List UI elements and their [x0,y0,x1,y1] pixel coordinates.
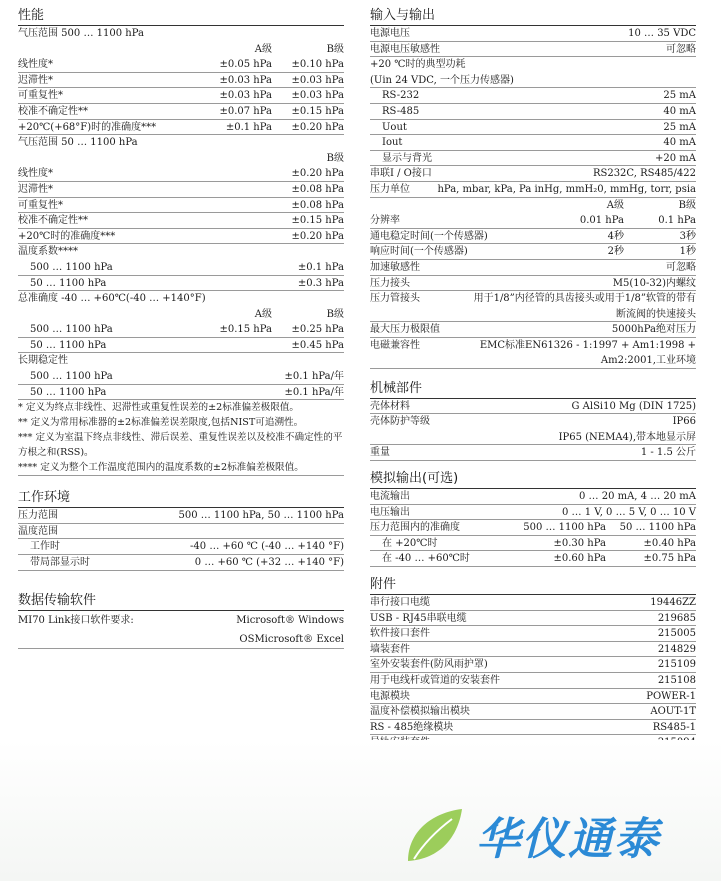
row-label: 压力单位 [370,183,410,195]
row-label: 可重复性* [18,90,63,102]
table-row [18,260,344,276]
section-title-software: 数据传输软件 [18,593,344,611]
table-row [370,182,696,198]
section-title-performance: 性能 [18,8,344,26]
class-header-2: B级 [326,152,344,164]
accessories-table [370,595,696,751]
table-row [18,555,344,571]
table-row [18,322,344,338]
row-label: 用于电线杆或管道的安装套件 [370,675,500,686]
row-label: 压力范围内的准确度 [370,522,460,534]
footnotes [18,400,344,476]
row-label: 软件接口套件 [370,628,430,640]
class-header-3: A级 B级 [254,308,344,320]
table-row [370,57,696,73]
row-value: 40 mA [663,137,696,149]
row-value: G AlSi10 Mg (DIN 1725) [571,400,696,412]
row-label: 500 … 1100 hPa [30,261,113,273]
table-row [370,135,696,151]
row-label: 500 … 1100 hPa [30,324,113,336]
row-label: 串行接口电缆 [370,597,430,609]
table-row [370,399,696,415]
table-row [370,73,696,89]
row-value: 214829 [657,643,696,655]
row-value: 40 mA [663,105,696,117]
io-section [370,8,696,369]
row-label: 迟滞性* [18,183,53,195]
row-value: -40 … +60 ℃ (-40 … +140 °F) [190,541,344,553]
table-row [18,539,344,555]
total-accuracy-heading: 总准确度 -40 … +60℃(-40 … +140°F) [18,293,206,305]
row-label: 电流输出 [370,491,410,503]
longterm-table [18,369,344,400]
row-label: 在 -40 … +60℃时 [382,553,470,565]
row-label: 串联I / O接口 [370,168,432,180]
table-row [370,42,696,58]
row-value: 215109 [657,659,696,671]
table-row [370,505,696,521]
row-label: (Uin 24 VDC, 一个压力传感器) [370,74,514,86]
row-label: 线性度* [18,168,53,180]
table-row [370,229,696,245]
io-table [370,26,696,198]
class-b-value: ±0.20 hPa [291,168,344,180]
table-row [18,198,344,214]
performance-section [18,8,344,476]
class-b-value: ±0.20 hPa [291,121,344,133]
table-row [18,73,344,89]
row-label: 壳体防护等级 [370,416,430,428]
class-a-value: ±0.07 hPa [219,105,272,117]
software-section [18,593,344,649]
class-b-value: ±0.1 hPa/年 [284,371,344,383]
analog-section [370,471,696,567]
table-row [370,673,696,689]
row-label: RS - 485绝缘模块 [370,721,454,733]
section-title-environment: 工作环境 [18,490,344,508]
row-label: USB - RJ45串联电缆 [370,612,467,624]
row-label: 壳体材料 [370,400,410,412]
table-row [370,151,696,167]
table-row [18,276,344,292]
section-title-accessories: 附件 [370,577,696,595]
row-label: 重量 [370,447,390,459]
row-label: 电源电压敏感性 [370,43,440,55]
row-label: 迟滞性* [18,74,53,86]
table-row [370,720,696,736]
table-row [370,244,696,260]
row-label: 在 +20℃时 [382,537,438,549]
row-value: 10 … 35 VDC [628,28,696,39]
row-label: 压力接头 [370,277,410,289]
longterm-heading: 长期稳定性 [18,355,68,367]
table-row [18,120,344,136]
class-b-value: ±0.03 hPa [291,74,344,86]
class-a-value: ±0.15 hPa [219,324,272,336]
range-heading: 气压范围 500 … 1100 hPa [18,28,144,39]
class-a-value: ±0.05 hPa [219,59,272,71]
leaf-logo-icon [400,803,470,867]
table-row [370,414,696,430]
table-row [18,88,344,104]
table-row [370,626,696,642]
table-row [18,166,344,182]
class-b-value: ±0.3 hPa [297,277,344,289]
table-row [370,260,696,276]
section-title-analog: 模拟输出(可选) [370,471,696,489]
row-label: 温度补偿模拟输出模块 [370,706,470,718]
class-a-value: 4秒 [607,230,624,242]
brand-logo [400,800,700,870]
table-row [18,213,344,229]
class-b-value: 1秒 [679,246,696,258]
row-label: 可重复性* [18,199,63,211]
row-label: 分辨率 [370,215,400,227]
table-row [370,166,696,182]
row-value: 25 mA [663,121,696,133]
class-a-value: ±0.60 hPa [553,553,606,565]
class-b-value: 3秒 [679,230,696,242]
environment-section [18,490,344,570]
class-b-value: ±0.1 hPa [297,261,344,273]
row-label: +20 ℃时的典型功耗 [370,59,466,71]
table-row [18,229,344,245]
row-value: 1 - 1.5 公斤 [640,447,696,459]
row-label: 电源电压 [370,28,410,39]
row-label: 温度范围 [18,525,58,537]
row-label: 压力范围 [18,510,58,522]
row-value: RS485-1 [652,721,696,733]
table-row [370,88,696,104]
row-value: 500 … 1100 hPa, 50 … 1100 hPa [178,510,344,522]
class-b-value: ±0.1 hPa/年 [284,386,344,398]
class-a-value: ±0.03 hPa [219,90,272,102]
table-row [370,689,696,705]
table-row [370,26,696,42]
pipe-fitting-row: 压力管接头 用于1/8”内径管的具齿接头或用于1/8”软管的带有断流阀的快速接头 [370,291,696,322]
io-class-table [370,213,696,260]
class-b-value: 50 … 1100 hPa [619,522,696,534]
row-label: 工作时 [30,541,60,553]
emc-row: 电磁兼容性 EMC标准EN61326 - 1:1997 + Am1:1998 + Am2:2001,工业环境 [370,338,696,369]
table-row [370,104,696,120]
class-b-value: ±0.15 hPa [291,105,344,117]
row-label: 加速敏感性 [370,261,420,273]
footnote: *** 定义为室温下终点非线性、滞后误差、重复性误差以及校准不确定性的平方根之和(RSS)。 [18,432,343,459]
class-b-value: ±0.10 hPa [291,59,344,71]
table-row [18,338,344,354]
max-pressure-row: 最大压力极限值 5000hPa绝对压力 [370,322,696,338]
row-value: +20 mA [655,152,696,164]
table-row [370,430,696,446]
table-row [18,104,344,120]
class-a-value: 0.01 hPa [579,215,624,227]
row-value: RS232C, RS485/422 [592,168,696,180]
row-label: 通电稳定时间(一个传感器) [370,230,488,242]
class-a-value: 500 … 1100 hPa [523,522,606,534]
section-title-mechanical: 机械部件 [370,381,696,399]
row-value: 25 mA [663,90,696,102]
class-b-value: 0 … 1 V, 0 … 5 V, 0 … 10 V [561,506,696,518]
row-label: 线性度* [18,59,53,71]
brand-logo-text: 华仪通泰 [476,814,660,865]
mechanical-section [370,381,696,461]
class-b-value: ±0.08 hPa [291,199,344,211]
footnote: **** 定义为整个工作温度范围内的温度系数的±2标准偏差极限值。 [18,460,344,476]
class-a-value: ±0.03 hPa [219,74,272,86]
table-row [370,551,696,567]
row-label: +20℃时的准确度*** [18,230,116,242]
row-label: 50 … 1100 hPa [30,339,107,351]
row-label: 显示与背光 [382,152,432,164]
row-value: IP65 (NEMA4),带本地显示屏 [558,431,696,443]
row-value: 219685 [657,612,696,624]
table-row [370,489,696,505]
row-label: 校准不确定性** [18,105,88,117]
class-b-value: ±0.75 hPa [643,553,696,565]
table-row [370,704,696,720]
perf-table-2 [18,166,344,244]
table-row [370,520,696,536]
table-row [18,57,344,73]
mechanical-table [370,399,696,461]
class-a-value: ±0.1 hPa [225,121,272,133]
row-value: M5(10-32)内螺纹 [612,277,696,289]
temp-coef-table [18,260,344,291]
row-value: 215108 [657,675,696,686]
row-value: 可忽略 [666,43,696,55]
row-value: 可忽略 [666,261,696,273]
row-label: RS-485 [382,105,420,117]
class-b-value: ±0.15 hPa [291,215,344,227]
row-label: 响应时间(一个传感器) [370,246,468,258]
table-row [370,657,696,673]
class-a-value: 2秒 [607,246,624,258]
software-row: MI70 Link接口软件要求: Microsoft® Windows [18,614,344,626]
row-value: AOUT-1T [650,706,696,718]
analog-table [370,489,696,567]
row-label: 50 … 1100 hPa [30,386,107,398]
left-column [18,8,344,659]
accessories-section [370,577,696,751]
row-label: 墙装套件 [370,643,410,655]
table-row [18,182,344,198]
section-title-io: 输入与输出 [370,8,696,26]
table-row [370,611,696,627]
row-label: 50 … 1100 hPa [30,277,107,289]
total-accuracy-table [18,322,344,353]
row-label: 室外安装套件(防风雨护罩) [370,659,488,671]
table-row [370,642,696,658]
class-b-value: ±0.45 hPa [291,339,344,351]
range-heading-2: 气压范围 50 … 1100 hPa [18,137,138,149]
row-label: 500 … 1100 hPa [30,371,113,383]
table-row [370,536,696,552]
row-label: Uout [382,121,407,133]
table-row [370,595,696,611]
table-row [18,369,344,385]
table-row [370,213,696,229]
table-row [18,508,344,524]
io-class-header: A级 B级 [606,199,696,211]
row-value: 215005 [657,628,696,640]
class-b-value: ±0.40 hPa [643,537,696,549]
row-value: IP66 [672,416,696,428]
row-label: 校准不确定性** [18,215,88,227]
io-table-2 [370,260,696,291]
class-b-value: 0.1 hPa [658,215,696,227]
table-row [18,524,344,540]
table-row [370,120,696,136]
row-label: 带局部显示时 [30,557,90,569]
footnote: * 定义为终点非线性、迟滞性或重复性误差的±2标准偏差极限值。 [18,402,300,414]
row-label: 电压输出 [370,506,410,518]
class-b-value: 0 … 20 mA, 4 … 20 mA [578,491,696,503]
right-column [370,8,696,761]
temp-coef-heading: 温度系数**** [18,246,78,258]
table-row [370,445,696,461]
table-row [370,276,696,292]
class-b-value: ±0.08 hPa [291,183,344,195]
row-value: 19446ZZ [650,597,696,609]
row-value: 0 … +60 ℃ (+32 … +140 °F) [194,557,344,569]
row-value: hPa, mbar, kPa, Pa inHg, mmH₂0, mmHg, torr, psia [437,183,696,195]
class-b-value: ±0.25 hPa [291,324,344,336]
row-value: POWER-1 [646,690,696,702]
footnote: ** 定义为常用标准器的±2标准偏差误差限度,包括NIST可追溯性。 [18,417,304,429]
row-label: RS-232 [382,90,420,102]
class-a-value: ±0.30 hPa [553,537,606,549]
row-label: Iout [382,137,403,149]
software-row-2: OSMicrosoft® Excel [18,630,344,649]
row-label: +20℃(+68°F)时的准确度*** [18,121,157,133]
perf-table-1 [18,57,344,135]
class-b-value: ±0.03 hPa [291,90,344,102]
class-header: A级 B级 [254,43,344,55]
class-b-value: ±0.20 hPa [291,230,344,242]
row-label: 电源模块 [370,690,410,702]
environment-table [18,508,344,570]
table-row [18,385,344,401]
